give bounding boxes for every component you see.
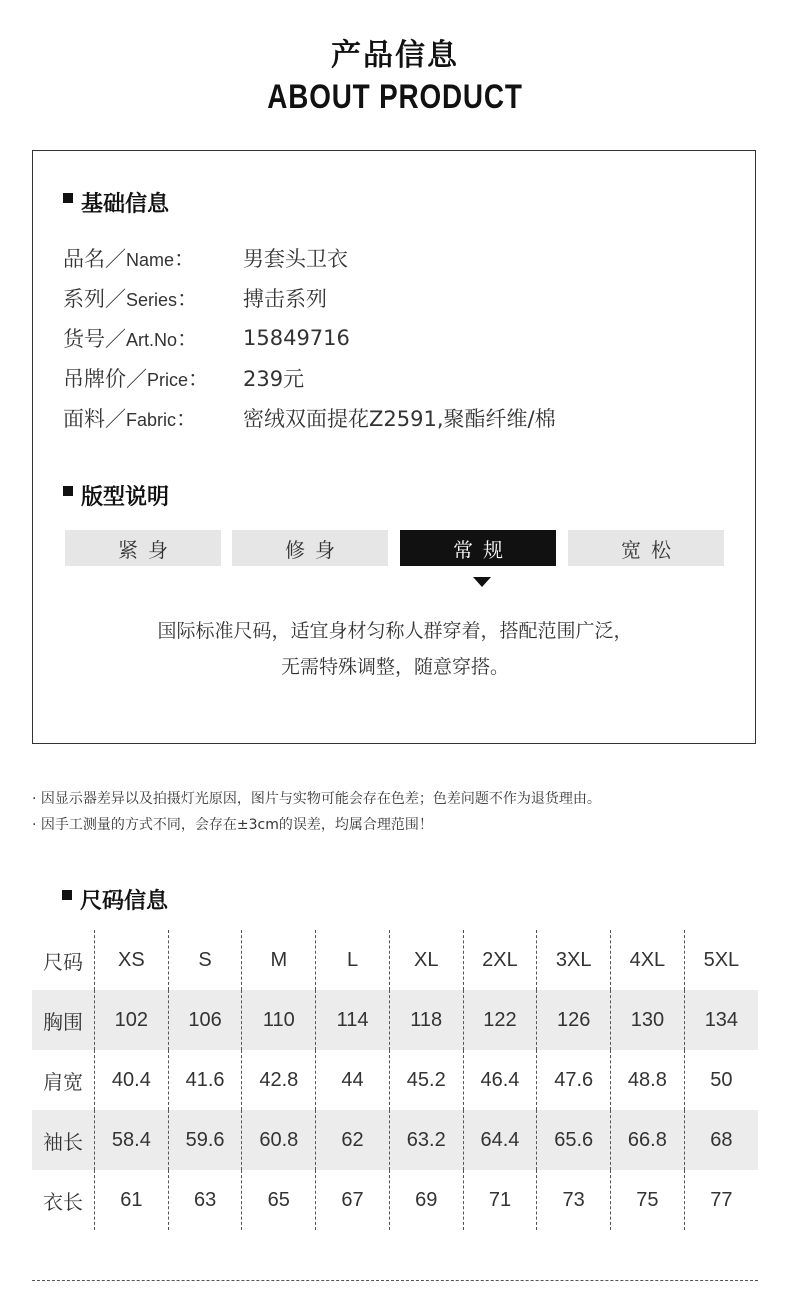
basic-info-heading: 基础信息 — [63, 187, 169, 218]
fit-description: 国际标准尺码，适宜身材匀称人群穿着，搭配范围广泛， 无需特殊调整，随意穿搭。 — [157, 620, 633, 678]
size-table — [32, 930, 758, 1230]
table-cell: 106 — [168, 990, 242, 1050]
table-row — [32, 1050, 758, 1110]
table-cell: 66.8 — [611, 1110, 685, 1170]
table-cell: 71 — [463, 1170, 537, 1230]
info-value: 搏击系列 — [243, 287, 327, 311]
table-cell: 63 — [168, 1170, 242, 1230]
table-cell: 102 — [95, 990, 169, 1050]
table-cell: 134 — [684, 990, 758, 1050]
info-value: 15849716 — [243, 326, 350, 350]
table-cell: XS — [95, 930, 169, 990]
row-label: 肩宽 — [43, 1069, 83, 1094]
product-info-panel — [32, 150, 756, 744]
table-cell: 110 — [242, 990, 316, 1050]
table-cell: 5XL — [684, 930, 758, 990]
table-cell: 64.4 — [463, 1110, 537, 1170]
table-cell: 65 — [242, 1170, 316, 1230]
disclaimer-notes: · 因显示器差异以及拍摄灯光原因，图片与实物可能会存在色差；色差问题不作为退货理由。 · 因手工测量的方式不同，会存在±3cm的误差，均属合理范围！ — [32, 791, 601, 833]
table-cell: 46.4 — [463, 1050, 537, 1110]
table-cell: 69 — [389, 1170, 463, 1230]
table-cell: 62 — [316, 1110, 390, 1170]
table-cell: 41.6 — [168, 1050, 242, 1110]
fit-option-loose[interactable]: 宽松 — [568, 530, 724, 566]
table-cell: 3XL — [537, 930, 611, 990]
row-label: 胸围 — [32, 990, 95, 1050]
selected-indicator-icon — [473, 577, 491, 587]
table-cell: 48.8 — [611, 1050, 685, 1110]
fit-heading: 版型说明 — [63, 480, 169, 511]
table-cell: 61 — [95, 1170, 169, 1230]
table-cell: 114 — [316, 990, 390, 1050]
table-cell: 4XL — [611, 930, 685, 990]
table-cell: 42.8 — [242, 1050, 316, 1110]
table-cell: 47.6 — [537, 1050, 611, 1110]
table-cell: 75 — [611, 1170, 685, 1230]
row-label: 尺码 — [43, 949, 83, 974]
table-cell: 122 — [463, 990, 537, 1050]
info-value: 239元 — [243, 367, 305, 391]
page-title-cn: 产品信息 — [331, 38, 459, 73]
table-cell: 67 — [316, 1170, 390, 1230]
table-cell: 45.2 — [389, 1050, 463, 1110]
table-cell: 130 — [611, 990, 685, 1050]
square-bullet-icon — [63, 193, 73, 203]
square-bullet-icon — [63, 486, 73, 496]
table-cell: 2XL — [463, 930, 537, 990]
info-row-price: 吊牌价／Price： 239元 — [63, 363, 304, 393]
table-cell: 40.4 — [95, 1050, 169, 1110]
table-cell: M — [242, 930, 316, 990]
table-cell: 68 — [684, 1110, 758, 1170]
fit-option-regular[interactable]: 常规 — [400, 530, 556, 566]
info-row-name: 品名／Name： 男套头卫衣 — [63, 243, 348, 273]
table-cell: 44 — [316, 1050, 390, 1110]
table-cell: 50 — [684, 1050, 758, 1110]
table-cell: 59.6 — [168, 1110, 242, 1170]
table-cell: 118 — [389, 990, 463, 1050]
table-cell: XL — [389, 930, 463, 990]
table-cell: 63.2 — [389, 1110, 463, 1170]
table-cell: 77 — [684, 1170, 758, 1230]
table-cell: 65.6 — [537, 1110, 611, 1170]
table-header-row — [32, 930, 758, 990]
table-cell: L — [316, 930, 390, 990]
row-label: 袖长 — [32, 1110, 95, 1170]
page-title-en: ABOUT PRODUCT — [267, 78, 523, 116]
info-value: 男套头卫衣 — [243, 247, 348, 271]
table-row — [32, 990, 758, 1050]
divider — [32, 1280, 758, 1281]
table-cell: 73 — [537, 1170, 611, 1230]
table-cell: 126 — [537, 990, 611, 1050]
table-row — [32, 1170, 758, 1230]
row-label: 衣长 — [43, 1189, 83, 1214]
table-cell: 60.8 — [242, 1110, 316, 1170]
fit-option-tight[interactable]: 紧身 — [65, 530, 221, 566]
info-value: 密绒双面提花Z2591,聚酯纤维/棉 — [243, 407, 556, 431]
info-row-series: 系列／Series： 搏击系列 — [63, 283, 327, 313]
info-row-fabric: 面料／Fabric： 密绒双面提花Z2591,聚酯纤维/棉 — [63, 403, 556, 433]
table-cell: 58.4 — [95, 1110, 169, 1170]
info-row-art-no: 货号／Art.No： 15849716 — [63, 326, 350, 351]
table-cell: S — [168, 930, 242, 990]
table-row — [32, 1110, 758, 1170]
fit-option-slim[interactable]: 修身 — [232, 530, 388, 566]
size-heading: 尺码信息 — [62, 884, 168, 915]
square-bullet-icon — [62, 890, 72, 900]
